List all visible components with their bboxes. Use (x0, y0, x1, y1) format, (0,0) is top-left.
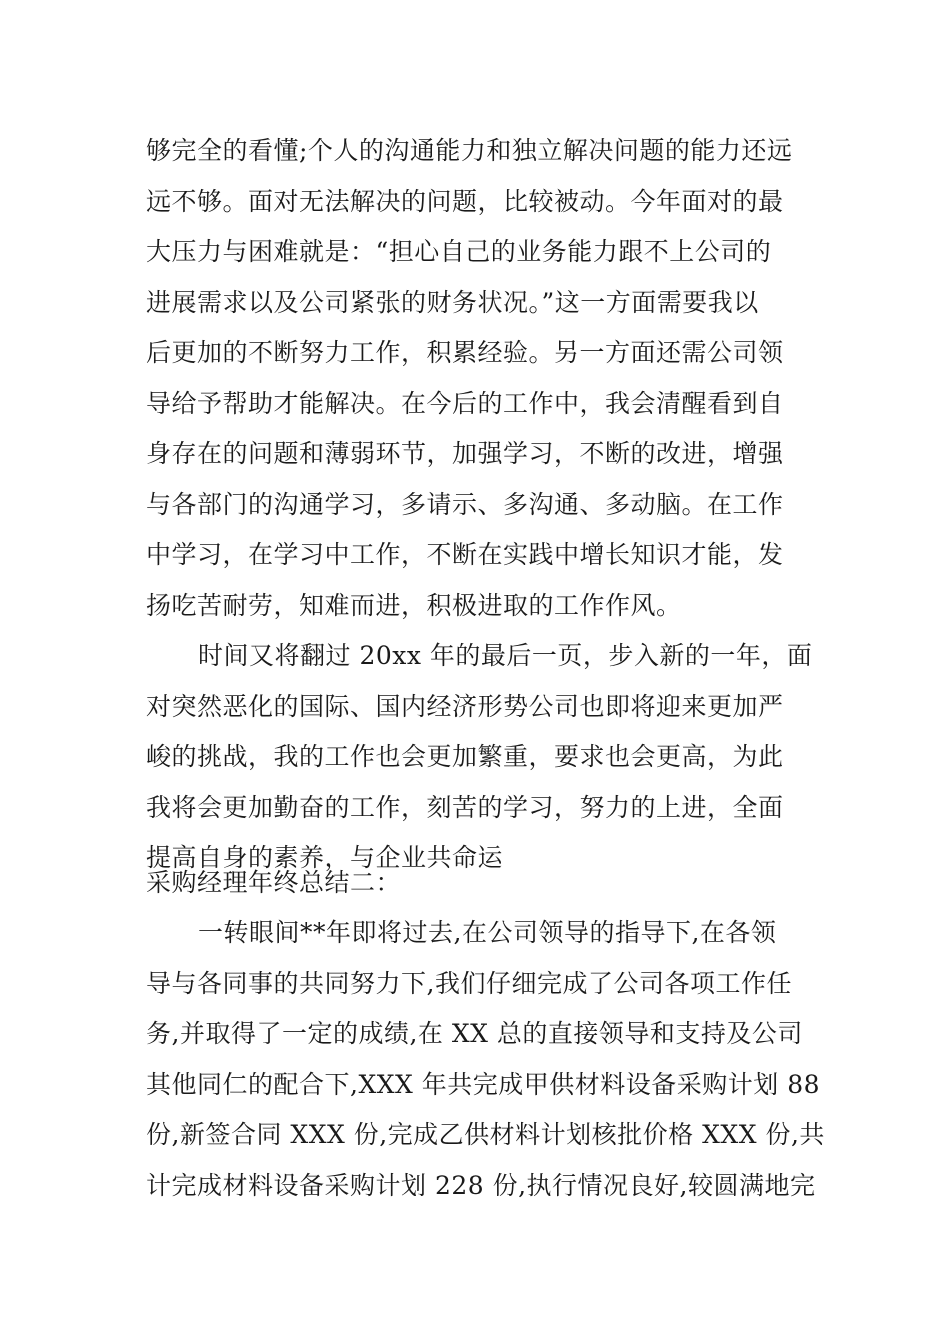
text-line: 我将会更加勤奋的工作，刻苦的学习，努力的上进，全面 (146, 792, 784, 822)
section-heading (146, 858, 806, 909)
text-line: 计完成材料设备采购计划 228 份,执行情况良好,较圆满地完 (146, 1170, 816, 1200)
text-line: 峻的挑战，我的工作也会更加繁重，要求也会更高，为此 (146, 742, 784, 771)
text-line: 扬吃苦耐劳，知难而进，积极进取的工作作风。 (146, 590, 682, 620)
text-line: 份,新签合同 XXX 份,完成乙供材料计划核批价格 XXX 份,共 (146, 1120, 825, 1149)
text-line: 导与各同事的共同努力下,我们仔细完成了公司各项工作任 (146, 968, 792, 998)
text-line: 远不够。面对无法解决的问题，比较被动。今年面对的最 (146, 186, 784, 216)
text-line: 够完全的看懂;个人的沟通能力和独立解决问题的能力还远 (146, 136, 793, 165)
text-line: 导给予帮助才能解决。在今后的工作中，我会清醒看到自 (146, 388, 784, 418)
text-line: 时间又将翻过 20xx 年的最后一页，步入新的一年，面 (198, 641, 813, 670)
text-line: 其他同仁的配合下,XXX 年共完成甲供材料设备采购计划 88 (146, 1069, 821, 1099)
paragraph-summary-two (146, 908, 825, 1211)
text-line: 进展需求以及公司紧张的财务状况。”这一方面需要我以 (146, 287, 759, 317)
paragraph-new-year (146, 631, 813, 884)
text-line: 务,并取得了一定的成绩,在 XX 总的直接领导和支持及公司 (146, 1019, 803, 1048)
text-line: 身存在的问题和薄弱环节，加强学习，不断的改进，增强 (146, 439, 784, 468)
text-line: 中学习，在学习中工作，不断在实践中增长知识才能，发 (146, 540, 784, 569)
text-line: 一转眼间**年即将过去,在公司领导的指导下,在各领 (198, 918, 777, 947)
paragraph-continuation (146, 126, 806, 631)
text-line: 后更加的不断努力工作，积累经验。另一方面还需公司领 (146, 338, 784, 367)
text-line: 对突然恶化的国际、国内经济形势公司也即将迎来更加严 (146, 691, 784, 721)
text-line: 与各部门的沟通学习，多请示、多沟通、多动脑。在工作 (146, 489, 784, 519)
text-line: 大压力与困难就是：“担心自己的业务能力跟不上公司的 (146, 237, 772, 266)
text-line: 提高自身的素养，与企业共命运 (146, 843, 504, 872)
heading-text: 采购经理年终总结二： (146, 868, 402, 897)
